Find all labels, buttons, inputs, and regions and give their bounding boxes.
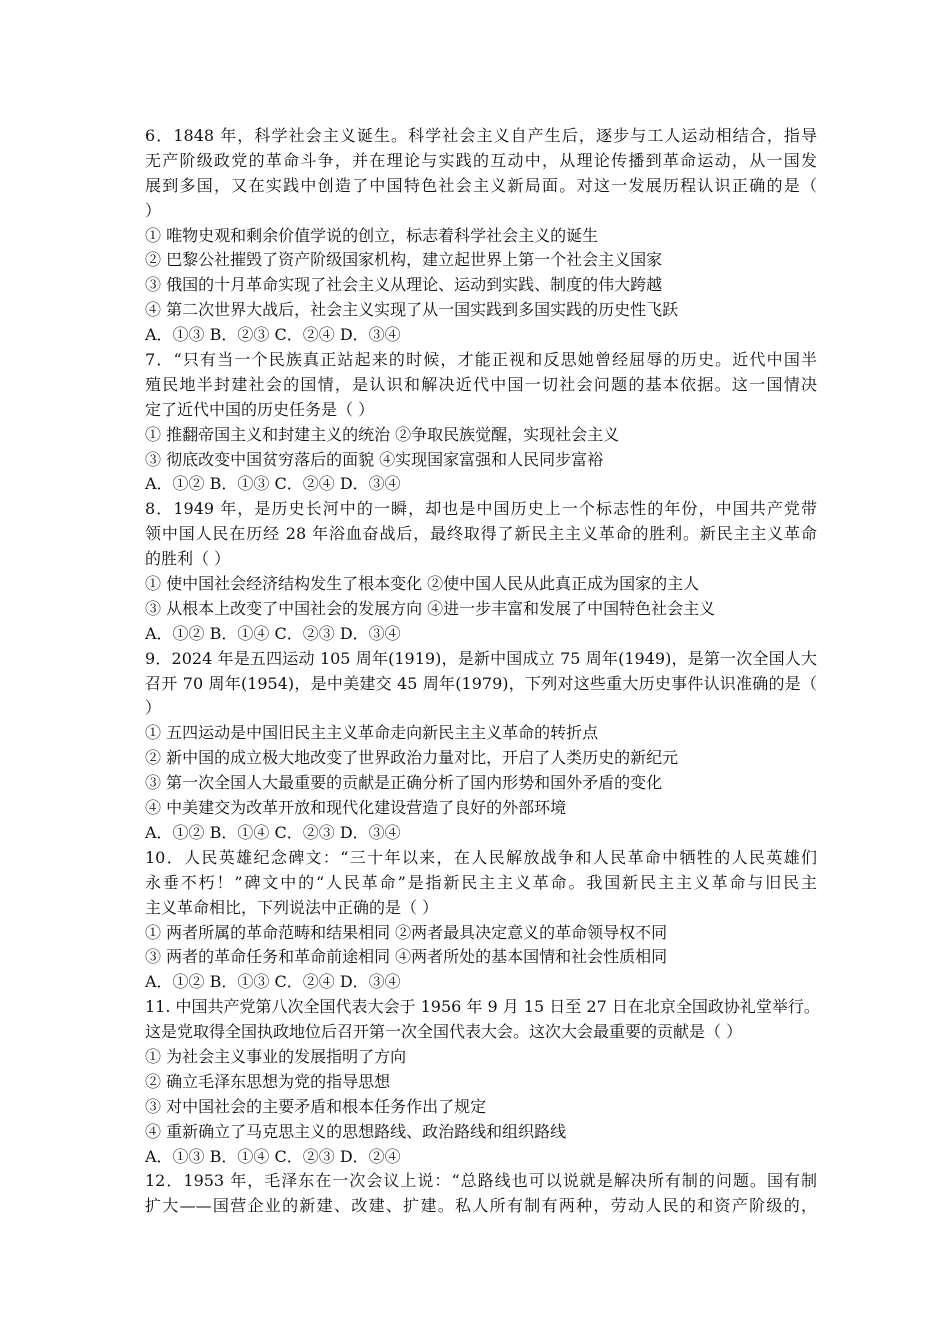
question-stem-line: 领中国人民在历经 28 年浴血奋战后，最终取得了新民主主义革命的胜利。新民主主义革命 xyxy=(145,524,817,544)
option-statement: ② 新中国的成立极大地改变了世界政治力量对比，开启了人类历史的新纪元 xyxy=(145,748,679,768)
question-stem-line: 10．人民英雄纪念碑文：“三十年以来，在人民解放战争和人民革命中牺牲的人民英雄们 xyxy=(145,847,817,867)
option-statement: ④ 中美建交为改革开放和现代化建设营造了良好的外部环境 xyxy=(145,798,567,818)
option-statement: ③ 俄国的十月革命实现了社会主义从理论、运动到实践、制度的伟大跨越 xyxy=(145,275,663,295)
option-statement: ④ 重新确立了马克思主义的思想路线、政治路线和组织路线 xyxy=(145,1121,567,1141)
option-statement: ④ 第二次世界大战后，社会主义实现了从一国实践到多国实践的历史性飞跃 xyxy=(145,300,679,320)
option-statement: ① 五四运动是中国旧民主主义革命走向新民主主义革命的转折点 xyxy=(145,723,599,743)
option-statement: ① 唯物史观和剩余价值学说的创立，标志着科学社会主义的诞生 xyxy=(145,225,599,245)
option-statement: ③ 彻底改变中国贫穷落后的面貌 ④实现国家富强和人民同步富裕 xyxy=(145,449,604,469)
answer-choices: A．①② B．①④ C．②③ D．③④ xyxy=(145,822,401,842)
question-7 xyxy=(145,348,817,497)
question-stem-line: 召开 70 周年(1954)，是中美建交 45 周年(1979)，下列对这些重大历史事件认识准确的是（ xyxy=(145,673,817,693)
question-stem-line: ） xyxy=(145,200,162,220)
answer-choices: A．①② B．①③ C．②④ D．③④ xyxy=(145,474,401,494)
option-statement: ③ 第一次全国人大最重要的贡献是正确分析了国内形势和国外矛盾的变化 xyxy=(145,773,663,793)
question-6 xyxy=(145,124,817,348)
question-stem-line: 7．“只有当一个民族真正站起来的时候，才能正视和反思她曾经屈辱的历史。近代中国半 xyxy=(145,350,817,370)
option-statement: ③ 从根本上改变了中国社会的发展方向 ④进一步丰富和发展了中国特色社会主义 xyxy=(145,598,716,618)
question-stem-line: 6．1848 年，科学社会主义诞生。科学社会主义自产生后，逐步与工人运动相结合，指导 xyxy=(145,126,817,145)
question-stem-line: 12．1953 年，毛泽东在一次会议上说：“总路线也可以说就是解决所有制的问题。国有制 xyxy=(145,1171,817,1191)
question-stem-line: 的胜利（ ） xyxy=(145,549,231,569)
question-9 xyxy=(145,647,817,846)
answer-choices: A．①③ B．②③ C．②④ D．③④ xyxy=(145,325,401,345)
option-statement: ② 确立毛泽东思想为党的指导思想 xyxy=(145,1071,391,1091)
question-8 xyxy=(145,497,817,646)
question-stem-line: 9．2024 年是五四运动 105 周年(1919)，是新中国成立 75 周年(1949)，是第一次全国人大 xyxy=(145,648,817,668)
question-stem-line: 展到多国，又在实践中创造了中国特色社会主义新局面。对这一发展历程认识正确的是（ xyxy=(145,175,817,195)
question-stem-line: 殖民地半封建社会的国情，是认识和解决近代中国一切社会问题的基本依据。这一国情决 xyxy=(145,374,817,394)
question-stem-line: 这是党取得全国执政地位后召开第一次全国代表大会。这次大会最重要的贡献是（ ） xyxy=(145,1022,743,1042)
question-stem-line: 定了近代中国的历史任务是（ ） xyxy=(145,399,375,419)
question-stem-line: 永垂不朽！”碑文中的“人民革命”是指新民主主义革命。我国新民主主义革命与旧民主 xyxy=(145,872,817,892)
option-statement: ① 两者所属的革命范畴和结果相同 ②两者最具决定意义的革命领导权不同 xyxy=(145,922,668,942)
answer-choices: A．①③ B．①④ C．②③ D．②④ xyxy=(145,1146,401,1166)
option-statement: ① 使中国社会经济结构发生了根本变化 ②使中国人民从此真正成为国家的主人 xyxy=(145,574,700,594)
question-stem-line: 8．1949 年，是历史长河中的一瞬，却也是中国历史上一个标志性的年份，中国共产党带 xyxy=(145,499,817,519)
question-stem-line: 扩大——国营企业的新建、改建、扩建。私人所有制有两种，劳动人民的和资产阶级的， xyxy=(145,1196,817,1216)
question-stem-line: 11. 中国共产党第八次全国代表大会于 1956 年 9 月 15 日至 27 日在北京全国政协礼堂举行。 xyxy=(145,997,820,1017)
question-11 xyxy=(145,995,820,1169)
option-statement: ② 巴黎公社摧毁了资产阶级国家机构，建立起世界上第一个社会主义国家 xyxy=(145,250,663,270)
question-list xyxy=(145,124,820,1219)
answer-choices: A．①② B．①③ C．②④ D．③④ xyxy=(145,972,401,992)
option-statement: ③ 两者的革命任务和革命前途相同 ④两者所处的基本国情和社会性质相同 xyxy=(145,947,668,967)
option-statement: ① 推翻帝国主义和封建主义的统治 ②争取民族觉醒，实现社会主义 xyxy=(145,424,620,444)
option-statement: ① 为社会主义事业的发展指明了方向 xyxy=(145,1046,407,1066)
question-stem-line: 无产阶级政党的革命斗争，并在理论与实践的互动中，从理论传播到革命运动，从一国发 xyxy=(145,150,817,170)
answer-choices: A．①② B．①④ C．②③ D．③④ xyxy=(145,623,401,643)
question-12 xyxy=(145,1169,817,1219)
option-statement: ③ 对中国社会的主要矛盾和根本任务作出了规定 xyxy=(145,1096,487,1116)
question-stem-line: 主义革命相比，下列说法中正确的是（ ） xyxy=(145,897,439,917)
question-10 xyxy=(145,846,817,995)
question-stem-line: ） xyxy=(145,698,162,718)
